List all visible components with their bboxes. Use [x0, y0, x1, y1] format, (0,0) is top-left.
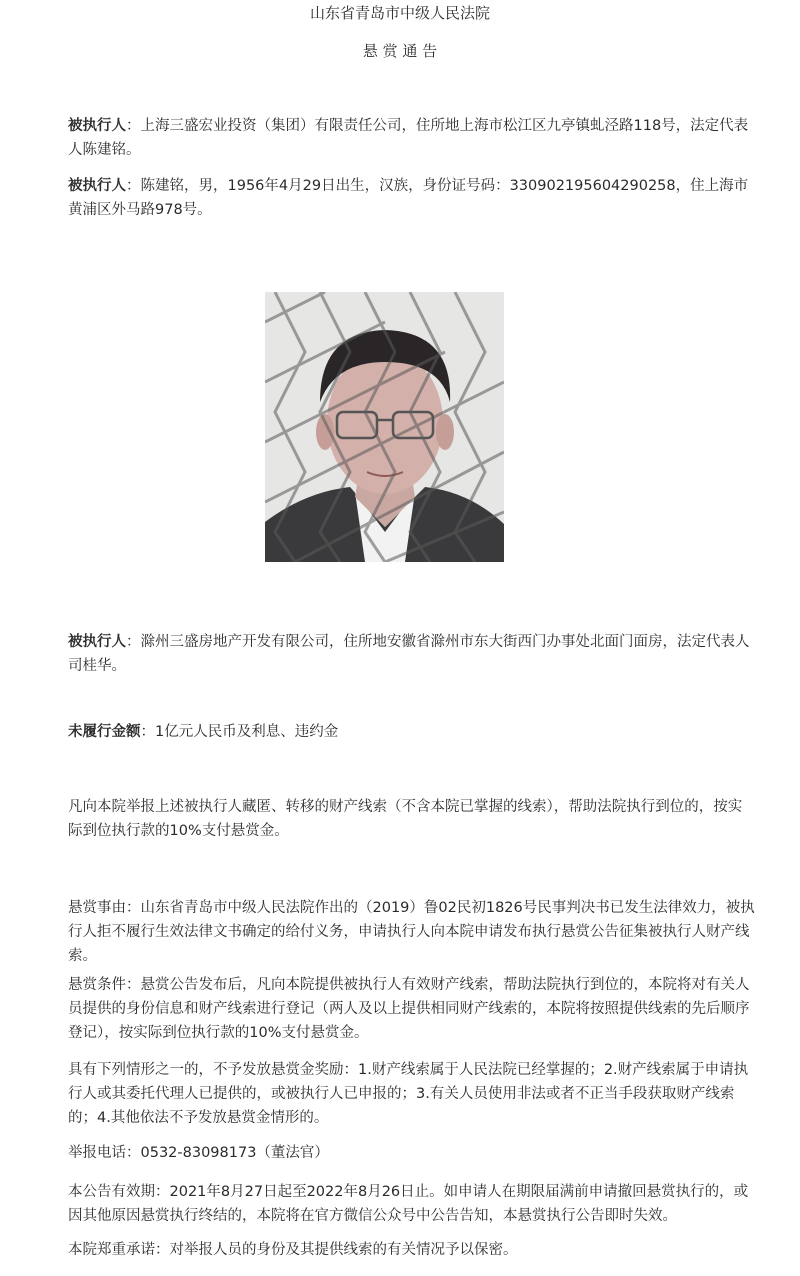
debtor-2-label: 被执行人 [68, 178, 126, 194]
debtor-2 [68, 174, 756, 222]
reward-exclusions: 具有下列情形之一的，不予发放悬赏金奖励：1.财产线索属于人民法院已经掌握的；2.财产线索属于申请执行人或其委托代理人已提供的，或被执行人已申报的；3.有关人员使用非法或者不正当手段获取财产线索的；4.其他依法不予发放悬赏金情形的。 [68, 1062, 749, 1126]
court-name: 山东省青岛市中级人民法院 [309, 4, 490, 22]
debtor-2-text: ：陈建铭，男，1956年4月29日出生，汉族，身份证号码：330902195604290258，住上海市黄浦区外马路978号。 [68, 178, 749, 218]
debtor-3-text: ：滁州三盛房地产开发有限公司，住所地安徽省滁州市东大街西门办事处北面门面房，法定代表人司桂华。 [68, 634, 750, 674]
debtor-1 [68, 114, 756, 162]
validity-period: 本公告有效期：2021年8月27日起至2022年8月26日止。如申请人在期限届满前申请撤回悬赏执行的，或因其他原因悬赏执行终结的，本院将在官方微信公众号中公告告知，本悬赏执行公告即时失效。 [68, 1184, 749, 1224]
reward-intro: 凡向本院举报上述被执行人藏匿、转移的财产线索（不含本院已掌握的线索），帮助法院执行到位的，按实际到位执行款的10%支付悬赏金。 [68, 799, 743, 839]
debtor-3 [68, 630, 756, 678]
reward-reason: 悬赏事由：山东省青岛市中级人民法院作出的（2019）鲁02民初1826号民事判决书已发生法律效力，被执行人拒不履行生效法律文书确定的给付义务，申请执行人向本院申请发布执行悬赏公告征集被执行人财产线索。 [68, 900, 755, 964]
notice-title: 悬 赏 通 告 [362, 42, 438, 60]
report-phone: 举报电话：0532-83098173（董法官） [68, 1145, 329, 1161]
debtor-1-label: 被执行人 [68, 118, 126, 134]
debtor-photo [265, 292, 504, 562]
debtor-1-text: ：上海三盛宏业投资（集团）有限责任公司，住所地上海市松江区九亭镇虬泾路118号，法定代表人陈建铭。 [68, 118, 749, 158]
debtor-3-label: 被执行人 [68, 634, 126, 650]
amount-label: 未履行金额 [68, 724, 141, 740]
reward-conditions: 悬赏条件：悬赏公告发布后，凡向本院提供被执行人有效财产线索，帮助法院执行到位的，本院将对有关人员提供的身份信息和财产线索进行登记（两人及以上提供相同财产线索的，本院将按照提供线索的先后顺序登记），按实际到位执行款的10%支付悬赏金。 [68, 977, 750, 1041]
confidentiality-promise: 本院郑重承诺：对举报人员的身份及其提供线索的有关情况予以保密。 [68, 1242, 518, 1258]
amount [68, 720, 756, 744]
amount-text: ：1亿元人民币及利息、违约金 [140, 724, 339, 740]
portrait-image [265, 292, 504, 562]
